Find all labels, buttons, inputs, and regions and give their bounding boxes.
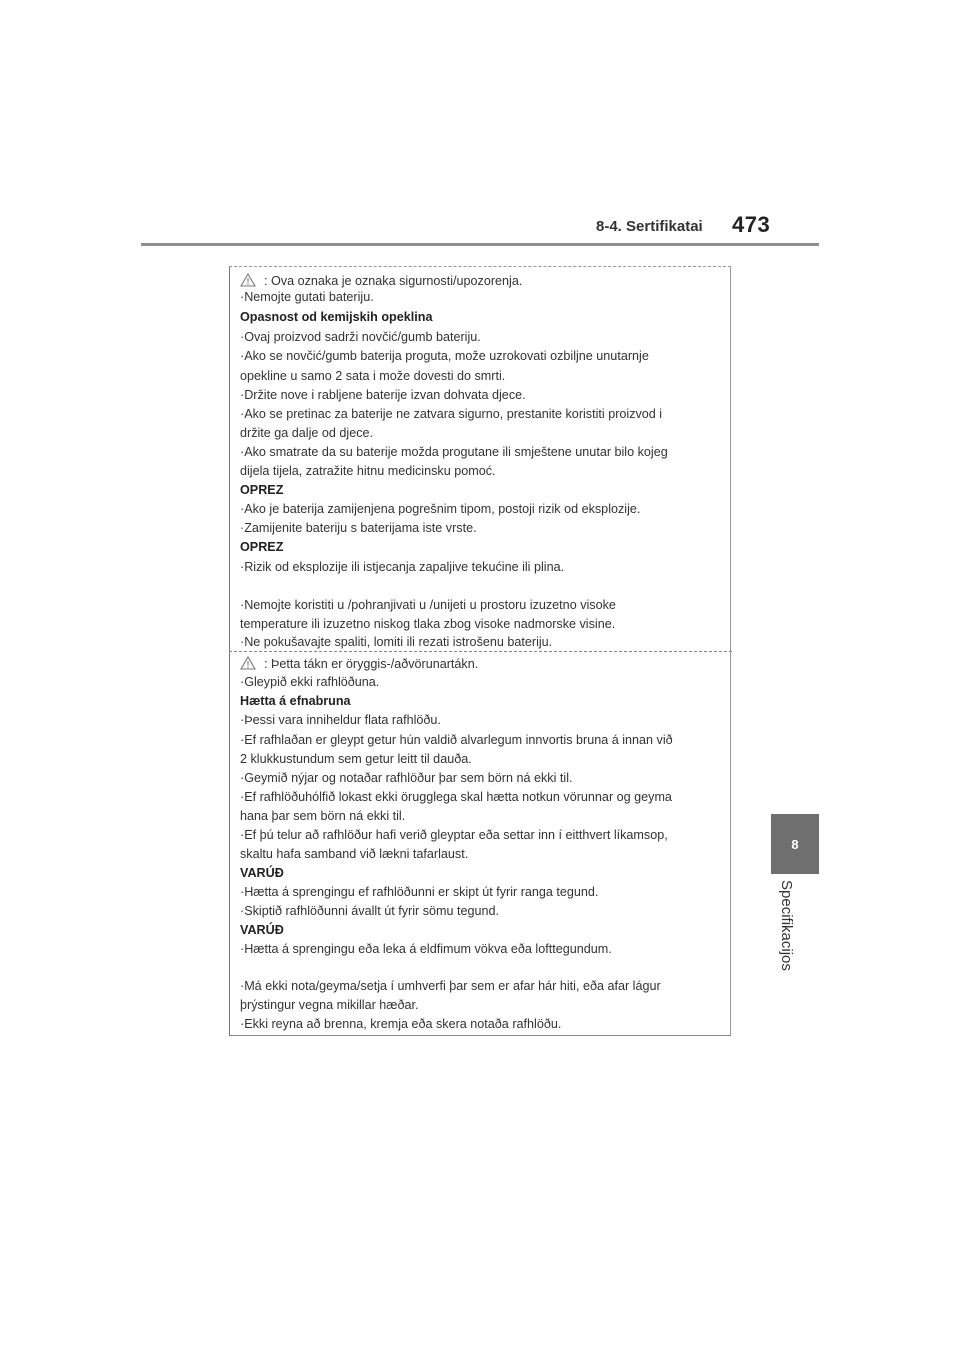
chapter-title: Specifikacijos [778,880,795,971]
subheading: Hætta á efnabruna [240,694,351,708]
text-line: temperature ili izuzetno niskog tlaka zbog visoke nadmorske visine. [240,617,616,631]
text-line: ·Ef rafhlöðuhólfið lokast ekki örugglega skal hætta notkun vörunnar og geyma [240,790,672,804]
warning-symbol-text: : Ova oznaka je oznaka sigurnosti/upozorenja. [264,274,523,288]
text-line: dijela tijela, zatražite hitnu medicinsku pomoć. [240,464,496,478]
text-line: ·Ako se novčić/gumb baterija proguta, može uzrokovati ozbiljne unutarnje [240,349,649,363]
text-line: ·Zamijenite bateriju s baterijama iste vrste. [240,521,477,535]
text-line: ·Hætta á sprengingu ef rafhlöðunni er skipt út fyrir ranga tegund. [240,885,599,899]
text-line: ·Hætta á sprengingu eða leka á eldfimum vökva eða lofttegundum. [240,942,612,956]
subheading: Opasnost od kemijskih opeklina [240,310,433,324]
text-line: ·Nemojte gutati bateriju. [240,290,374,304]
text-line: ·Ef þú telur að rafhlöður hafi verið gleyptar eða settar inn í eitthvert líkamsop, [240,828,668,842]
chapter-number: 8 [791,836,799,852]
text-line: þrýstingur vegna mikillar hæðar. [240,998,419,1012]
text-line: ·Þessi vara inniheldur flata rafhlöðu. [240,713,441,727]
text-line: ·Držite nove i rabljene baterije izvan dohvata djece. [240,388,526,402]
warning-triangle-icon [240,656,256,670]
text-line: ·Skiptið rafhlöðunni ávallt út fyrir sömu tegund. [240,904,500,918]
text-line: ·Ovaj proizvod sadrži novčić/gumb bateriju. [240,330,481,344]
chapter-tab [771,814,819,874]
text-line: ·Ako se pretinac za baterije ne zatvara sigurno, prestanite koristiti proizvod i [240,407,663,421]
caution-heading: VARÚÐ [240,923,284,937]
text-line: ·Gleypið ekki rafhlöðuna. [240,675,380,689]
caution-heading: OPREZ [240,540,284,554]
warning-symbol-line [240,273,522,288]
text-line: ·Ako smatrate da su baterije možda progutane ili smještene unutar bilo kojeg [240,445,668,459]
section-title: 8-4. Sertifikatai [596,218,703,235]
warning-triangle-icon [240,273,256,287]
header-rule [141,243,819,246]
text-line: hana þar sem börn ná ekki til. [240,809,406,823]
text-line: držite ga dalje od djece. [240,426,374,440]
text-line: ·Má ekki nota/geyma/setja í umhverfi þar sem er afar hár hiti, eða afar lágur [240,979,661,993]
warning-symbol-text: : Þetta tákn er öryggis-/aðvörunartákn. [264,657,479,671]
caution-heading: VARÚÐ [240,866,284,880]
text-line: ·Rizik od eksplozije ili istjecanja zapaljive tekućine ili plina. [240,560,565,574]
text-line: ·Ef rafhlaðan er gleypt getur hún valdið alvarlegum innvortis bruna á innan við [240,733,673,747]
text-line: opekline u samo 2 sata i može dovesti do smrti. [240,369,506,383]
page-number: 473 [732,212,771,237]
text-line: ·Ekki reyna að brenna, kremja eða skera notaða rafhlöðu. [240,1017,562,1031]
language-divider [229,651,732,652]
caution-heading: OPREZ [240,483,284,497]
text-line: ·Nemojte koristiti u /pohranjivati u /unijeti u prostoru izuzetno visoke [240,598,616,612]
text-line: 2 klukkustundum sem getur leitt til dauða. [240,752,472,766]
text-line: ·Geymið nýjar og notaðar rafhlöður þar sem börn ná ekki til. [240,771,573,785]
text-line: skaltu hafa samband við lækni tafarlaust. [240,847,469,861]
warning-symbol-line [240,656,478,671]
text-line: ·Ako je baterija zamijenjena pogrešnim tipom, postoji rizik od eksplozije. [240,502,641,516]
text-line: ·Ne pokušavajte spaliti, lomiti ili rezati istrošenu bateriju. [240,635,553,649]
